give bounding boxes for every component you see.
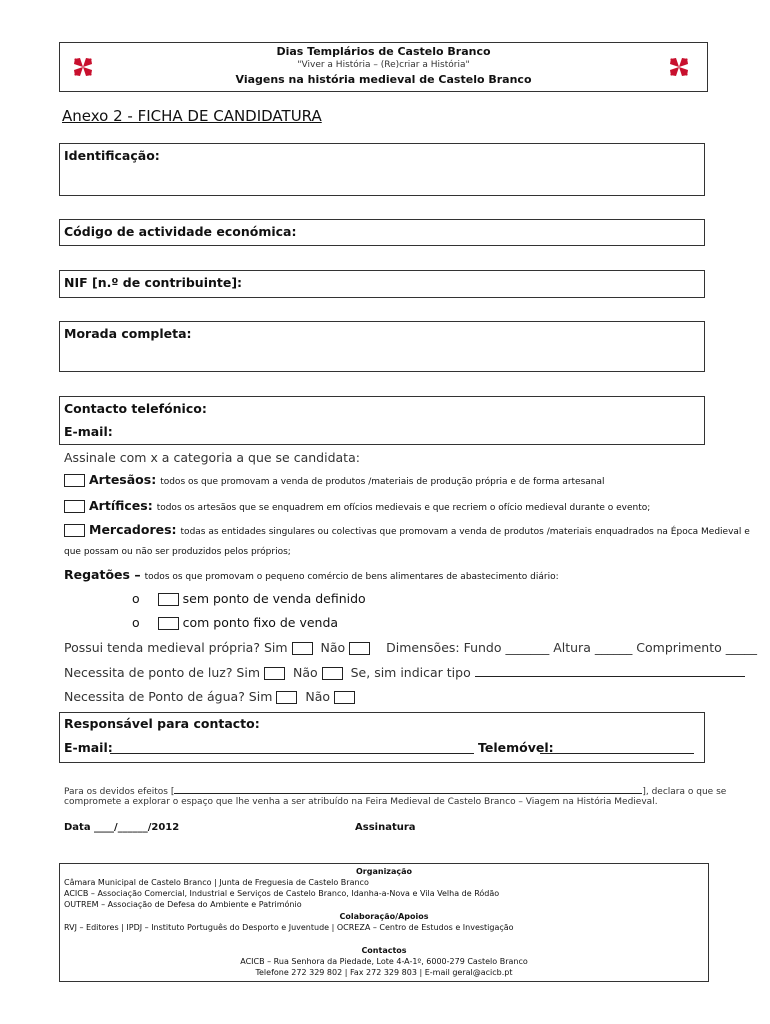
codigo-label: Código de actividade económica:	[64, 224, 297, 239]
tenda-nao: Não	[320, 640, 346, 655]
mercadores-desc-2: que possam ou não ser produzidos pelos próprios;	[64, 547, 291, 557]
luz-tipo-field[interactable]	[475, 665, 745, 677]
footer-org-1: Câmara Municipal de Castelo Branco | Junta de Freguesia de Castelo Branco	[64, 878, 369, 887]
luz-nao-checkbox[interactable]	[322, 667, 343, 680]
artifices-desc: todos os artesãos que se enquadrem em ofícios medievais e que recriem o ofício medieval durante o evento;	[156, 503, 651, 513]
categories-intro: Assinale com x a categoria a que se candidata:	[64, 450, 360, 465]
mercadores-checkbox[interactable]	[64, 524, 85, 537]
form-title: Anexo 2 - FICHA DE CANDIDATURA	[62, 107, 322, 125]
identificacao-label: Identificação:	[64, 148, 160, 163]
option-sem-ponto	[132, 591, 366, 606]
footer-org-3: OUTREM – Associação de Defesa do Ambiente e Património	[64, 900, 302, 909]
agua-sim-checkbox[interactable]	[276, 691, 297, 704]
bullet: o	[132, 591, 140, 606]
header-subtitle: "Viver a História – (Re)criar a História"	[297, 60, 470, 70]
question-agua	[64, 689, 359, 704]
footer-org-title: Organização	[356, 867, 412, 876]
responsavel-box	[59, 712, 705, 763]
category-regatoes	[64, 567, 559, 582]
header-title: Dias Templários de Castelo Branco	[276, 45, 491, 58]
luz-sim-checkbox[interactable]	[264, 667, 285, 680]
luz-nao: Não	[292, 665, 318, 680]
agua-nao: Não	[305, 689, 331, 704]
contacto-label: Contacto telefónico:	[64, 401, 207, 416]
tenda-text: Possui tenda medieval própria? Sim	[64, 640, 288, 655]
telemovel-field[interactable]	[540, 743, 694, 754]
responsavel-title: Responsável para contacto:	[64, 716, 260, 731]
signature-assinatura[interactable]: Assinatura	[355, 822, 416, 833]
footer-contact-2: Telefone 272 329 802 | Fax 272 329 803 | E-mail geral@acicb.pt	[255, 968, 513, 977]
com-ponto-label: com ponto fixo de venda	[182, 615, 339, 630]
dimensoes-text: Dimensões: Fundo _______ Altura ______ Comprimento _____	[386, 640, 757, 655]
tenda-sim-checkbox[interactable]	[292, 642, 313, 655]
option-com-ponto	[132, 615, 338, 630]
nif-box[interactable]	[59, 270, 705, 298]
sem-ponto-checkbox[interactable]	[158, 593, 179, 606]
footer-org-2: ACICB – Associação Comercial, Industrial e Serviços de Castelo Branco, Idanha-a-Nova e Vila Velha de Ródão	[64, 889, 500, 898]
email-label: E-mail:	[64, 424, 113, 439]
footer-box	[59, 863, 709, 982]
telemovel-label: Telemóvel:	[478, 740, 554, 755]
codigo-box[interactable]	[59, 219, 705, 246]
artifices-label: Artífices:	[89, 498, 153, 513]
signature-data[interactable]: Data ____/______/2012	[64, 822, 180, 833]
header-tagline: Viagens na história medieval de Castelo Branco	[235, 73, 532, 86]
morada-box[interactable]	[59, 321, 705, 372]
mercadores-label: Mercadores:	[89, 522, 177, 537]
artesaos-desc: todos os que promovam a venda de produtos /materiais de produção própria e de forma artesanal	[160, 477, 605, 487]
declaration-end: ], declara o que se	[642, 787, 727, 797]
artifices-checkbox[interactable]	[64, 500, 85, 513]
mercadores-desc-1: todas as entidades singulares ou colectivas que promovam a venda de produtos /materiais enquadrados na Época Medieval e	[180, 527, 750, 537]
declaration-line-2: compromete a explorar o espaço que lhe venha a ser atribuído na Feira Medieval de Castelo Branco – Viagem na História Medieval.	[64, 797, 658, 807]
agua-text: Necessita de Ponto de água? Sim	[64, 689, 273, 704]
declaration-name-field[interactable]	[174, 785, 642, 794]
regatoes-label: Regatões –	[64, 567, 141, 582]
artesaos-checkbox[interactable]	[64, 474, 85, 487]
agua-nao-checkbox[interactable]	[334, 691, 355, 704]
question-luz	[64, 665, 745, 680]
category-mercadores	[64, 522, 750, 537]
luz-tipo-text: Se, sim indicar tipo	[350, 665, 471, 680]
footer-colab-title: Colaboração/Apoios	[339, 912, 429, 921]
sem-ponto-label: sem ponto de venda definido	[182, 591, 366, 606]
question-tenda	[64, 640, 757, 655]
category-artifices	[64, 498, 650, 513]
artesaos-label: Artesãos:	[89, 472, 157, 487]
header-box	[59, 42, 708, 92]
declaration-line-1	[64, 785, 726, 797]
footer-colab-1: RVJ – Editores | IPDJ – Instituto Português do Desporto e Juventude | OCREZA – Centro de Estudos e Investigação	[64, 923, 514, 932]
category-artesaos	[64, 472, 605, 487]
footer-contact-title: Contactos	[361, 946, 407, 955]
nif-label: NIF [n.º de contribuinte]:	[64, 275, 243, 290]
tenda-nao-checkbox[interactable]	[349, 642, 370, 655]
luz-text: Necessita de ponto de luz? Sim	[64, 665, 261, 680]
morada-label: Morada completa:	[64, 326, 192, 341]
responsavel-email-field[interactable]	[110, 743, 474, 754]
com-ponto-checkbox[interactable]	[158, 617, 179, 630]
declaration-start: Para os devidos efeitos [	[64, 787, 175, 797]
regatoes-desc: todos os que promovam o pequeno comércio de bens alimentares de abastecimento diário:	[144, 572, 559, 582]
footer-contact-1: ACICB – Rua Senhora da Piedade, Lote 4-A-1º, 6000-279 Castelo Branco	[240, 957, 528, 966]
contacto-box[interactable]	[59, 396, 705, 445]
identificacao-box[interactable]	[59, 143, 705, 196]
bullet: o	[132, 615, 140, 630]
responsavel-email-label: E-mail:	[64, 740, 113, 755]
